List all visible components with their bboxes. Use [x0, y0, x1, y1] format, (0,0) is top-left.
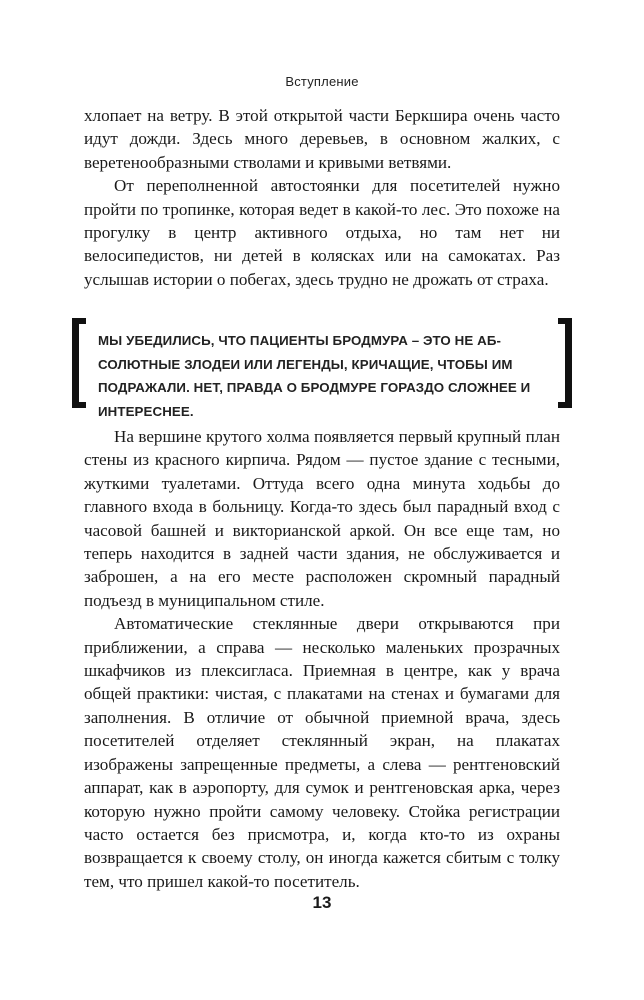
pullquote-text: МЫ УБЕДИЛИСЬ, ЧТО ПАЦИЕНТЫ БРОДМУРА – ЭТО НЕ АБСОЛЮТНЫЕ ЗЛОДЕИ ИЛИ ЛЕГЕНДЫ, КРИЧАЩИЕ, ЧТОБЫ ИМ ПОДРАЖАЛИ. НЕТ, ПРАВДА О БРОДМУРЕ ГОРАЗДО СЛОЖНЕЕ И ИНТЕРЕСНЕЕ.: [98, 333, 531, 419]
paragraph: Автоматические стеклянные двери открываются при приближении, а справа — несколько маленьких прозрачных шкафчиков из плексигласа. Приемная в центре, как у врача общей практики: чистая, с плакатами на стенах и бумагами для заполнения. В отличие от обычной приемной врача, здесь посетителей отделяет стеклянный экран, на плакатах изображены запрещенные предметы, а слева — рентгеновский аппарат, как в аэропорту, для сумок и рентгеновская арка, через которую нужно пройти самому человеку. Стойка регистрации часто остается без присмотра, и, когда кто-то из охраны возвращается к своему столу, он иногда кажется сбитым с толку тем, что пришел какой-то посетитель.: [84, 614, 560, 891]
body-text-bottom: [84, 425, 560, 893]
paragraph: хлопает на ветру. В этой открытой части Беркшира очень часто идут дожди. Здесь много деревьев, в основном жалких, с веретенообразными стволами и кривыми ветвями.: [84, 106, 560, 172]
body-text-top: [84, 104, 560, 291]
paragraph: От переполненной автостоянки для посетителей нужно пройти по тропинке, которая ведет в какой-то лес. Это похоже на прогулку в центр активного отдыха, но там нет ни велосипедистов, ни детей в колясках или на самокатах. Раз услышав истории о побегах, здесь трудно не дрожать от страха.: [84, 176, 560, 289]
paragraph: На вершине крутого холма появляется первый крупный план стены из красного кирпича. Рядом — пустое здание с тесными, жуткими туалетами. Оттуда всего одна минута ходьбы до главного входа в больницу. Когда-то здесь был парадный вход с часовой башней и викторианской аркой. Он все еще там, но теперь находится в задней части здания, не обслуживается и заброшен, а на его месте расположен скромный парадный подъезд в муниципальном стиле.: [84, 427, 560, 610]
left-bracket: [72, 318, 86, 408]
right-bracket: [558, 318, 572, 408]
running-head: Вступление: [285, 74, 359, 89]
page-number: 13: [312, 893, 332, 912]
pullquote: [72, 318, 572, 419]
